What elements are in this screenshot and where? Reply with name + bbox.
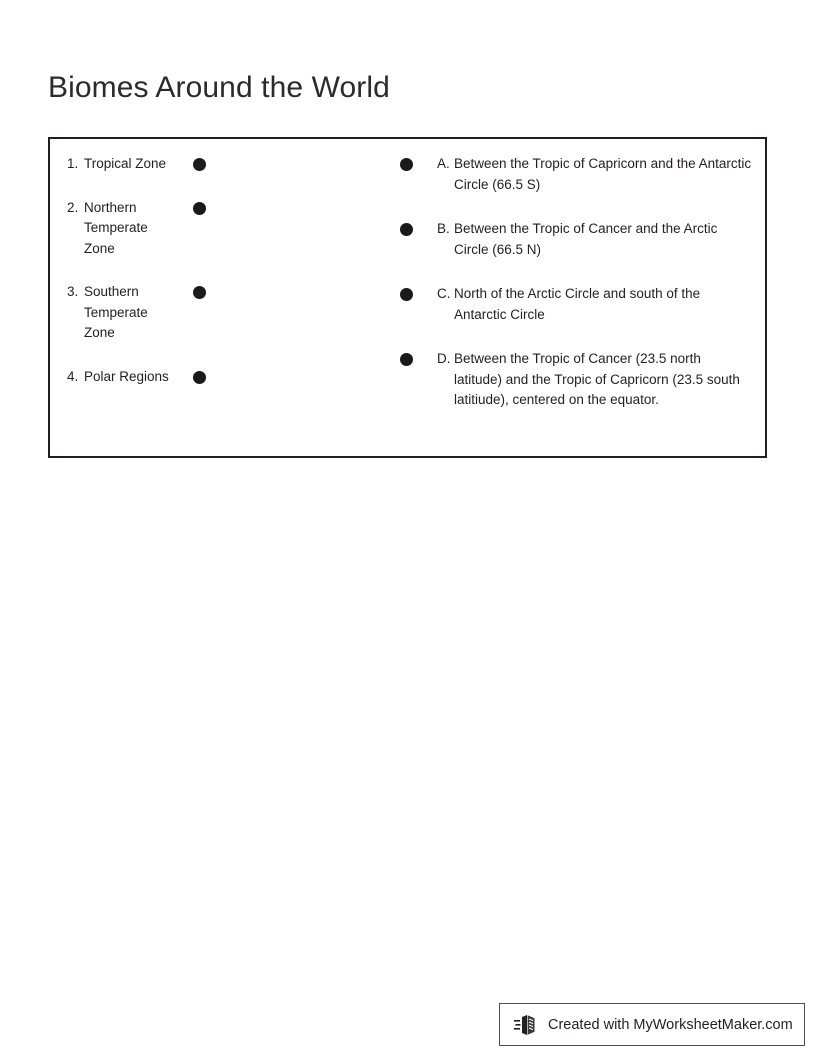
answer-text [437,219,752,260]
prompt-label: Tropical Zone [84,156,167,171]
prompt-label: Northern Temperate Zone [84,199,148,256]
prompt-match-dot[interactable] [193,158,206,171]
answer-match-dot[interactable] [400,158,413,171]
answers-column [400,154,752,411]
answer-match-dot[interactable] [400,288,413,301]
answer-body: Between the Tropic of Capricorn and the Antarctic Circle (66.5 S) [454,156,752,192]
prompt-text [67,198,175,260]
answer-match-dot[interactable] [400,353,413,366]
answer-row[interactable] [400,349,752,411]
prompt-text [67,282,175,344]
answer-body: Between the Tropic of Cancer (23.5 north latitude) and the Tropic of Capricorn (23.5 south latitiude), centered on the equator. [454,351,740,407]
prompt-row[interactable] [67,154,367,175]
prompt-match-dot[interactable] [193,202,206,215]
prompt-match-dot[interactable] [193,286,206,299]
prompt-number: 2. [67,199,79,215]
matching-columns [50,139,765,456]
answer-text [437,349,752,411]
prompt-match-dot[interactable] [193,371,206,384]
matching-exercise-box [48,137,767,458]
answer-text [437,154,752,195]
page-title: Biomes Around the World [48,71,390,105]
answer-body: Between the Tropic of Cancer and the Arctic Circle (66.5 N) [454,221,718,257]
prompt-label: Polar Regions [84,368,169,384]
prompt-number: 4. [67,368,79,384]
answer-row[interactable] [400,219,752,260]
prompt-text [67,154,175,175]
answer-body: North of the Arctic Circle and south of the Antarctic Circle [454,286,701,322]
answer-letter: D. [437,351,451,366]
worksheet-maker-logo-icon [514,1013,540,1037]
answer-row[interactable] [400,284,752,325]
answer-text [437,284,752,325]
prompt-number: 3. [67,284,79,299]
answer-letter: B. [437,221,450,236]
answer-match-dot[interactable] [400,223,413,236]
prompt-row[interactable] [67,198,367,260]
prompt-text [67,367,175,388]
attribution-badge[interactable] [499,1003,805,1046]
answer-letter: A. [437,156,450,171]
prompt-row[interactable] [67,282,367,344]
prompt-label: Southern Temperate Zone [84,284,148,340]
attribution-text: Created with MyWorksheetMaker.com [548,1016,793,1033]
answer-row[interactable] [400,154,752,195]
prompt-number: 1. [67,156,79,171]
prompts-column [67,154,367,387]
prompt-row[interactable] [67,367,367,388]
answer-letter: C. [437,286,451,301]
